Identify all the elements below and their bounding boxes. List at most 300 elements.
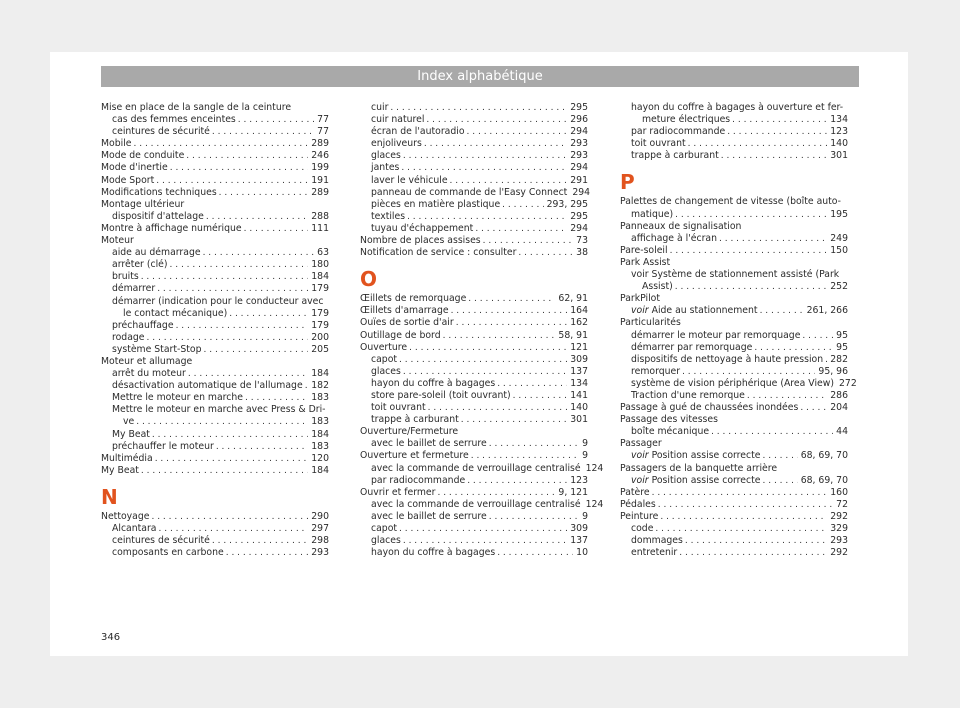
index-entry — [360, 438, 588, 450]
index-term: Nombre de places assises — [360, 235, 481, 247]
index-entry — [360, 235, 588, 247]
index-entry — [101, 453, 329, 465]
index-entry — [360, 354, 588, 366]
index-term: bruits — [112, 271, 139, 283]
index-term: cuir naturel — [371, 114, 425, 126]
index-column-1 — [101, 102, 329, 559]
index-term: rodage — [112, 331, 145, 343]
page-reference: 288 — [311, 210, 329, 222]
index-entry — [360, 426, 588, 438]
index-term: composants en carbone — [112, 547, 224, 559]
index-term: enjoliveurs — [371, 138, 422, 150]
index-entry — [620, 305, 848, 317]
page-reference: 184 — [311, 368, 329, 380]
index-term: Mode de conduite — [101, 150, 185, 162]
index-entry — [620, 196, 848, 220]
index-entry — [360, 317, 588, 329]
index-term: avec le baillet de serrure — [371, 510, 487, 522]
index-term: Œillets d'amarrage — [360, 305, 449, 317]
page-reference: 9 — [582, 438, 588, 450]
index-entry — [360, 450, 588, 462]
index-term: panneau de commande de l'Easy Connect — [371, 186, 568, 198]
page-reference: 140 — [830, 138, 848, 150]
index-term-continued: matique) — [631, 208, 674, 220]
index-entry — [620, 245, 848, 257]
index-entry — [101, 404, 329, 428]
index-entry — [101, 547, 329, 559]
see-reference: voir — [631, 305, 649, 317]
page-reference: 301 — [570, 414, 588, 426]
index-term: Mode d'inertie — [101, 162, 168, 174]
index-term: Mettre le moteur en marche — [112, 392, 244, 404]
page-reference: 9 — [582, 450, 588, 462]
index-term: préchauffer le moteur — [112, 440, 214, 452]
index-entry — [101, 380, 329, 392]
page-reference: 182 — [311, 380, 329, 392]
page-reference: 295 — [570, 102, 588, 113]
index-entry — [101, 187, 329, 199]
index-entry — [620, 102, 848, 126]
index-entry — [101, 259, 329, 271]
page-reference: 191 — [311, 174, 329, 186]
index-entry — [360, 150, 588, 162]
index-term: Nettoyage — [101, 510, 150, 522]
index-term-continued: meture électriques — [642, 114, 731, 126]
see-reference: voir — [631, 474, 649, 486]
page-reference: 295 — [570, 210, 588, 222]
index-term: Position assise correcte — [651, 450, 761, 462]
index-term: glaces — [371, 365, 401, 377]
index-term: système de vision périphérique (Area View) — [631, 377, 834, 389]
index-entry — [101, 535, 329, 547]
index-term: ParkPilot — [620, 293, 660, 305]
index-entry — [620, 426, 848, 438]
index-entry — [360, 511, 588, 523]
page-reference: 73 — [576, 235, 588, 247]
index-term: Ouïes de sortie d'air — [360, 317, 454, 329]
index-entry — [101, 175, 329, 187]
page-reference: 121 — [570, 341, 588, 353]
page-reference: 184 — [311, 271, 329, 283]
page-number: 346 — [101, 632, 121, 643]
index-term: Alcantara — [112, 523, 157, 534]
index-term: Passagers de la banquette arrière — [620, 462, 778, 474]
page-reference: 261, 266 — [806, 305, 848, 317]
index-term: textiles — [371, 210, 406, 222]
page-reference: 150 — [830, 244, 848, 256]
index-entry — [620, 233, 848, 245]
index-term: hayon du coffre à bagages à ouverture et fer- — [631, 102, 844, 113]
index-entry — [620, 377, 857, 390]
index-term: My Beat — [112, 428, 150, 440]
page-reference: 294 — [570, 126, 588, 138]
index-term: toit ouvrant — [371, 402, 426, 414]
index-term: avec le baillet de serrure — [371, 438, 487, 450]
index-entry — [620, 487, 848, 499]
page-reference: 195 — [830, 208, 848, 220]
index-term: démarrer — [112, 283, 156, 295]
index-section-letter: P — [620, 170, 635, 195]
index-entry — [101, 368, 329, 380]
page-reference: 183 — [311, 440, 329, 452]
index-term: Multimédia — [101, 452, 153, 464]
page-reference: 9, 121 — [558, 486, 588, 498]
index-term: Ouverture/Fermeture — [360, 426, 459, 438]
index-term: Position assise correcte — [651, 474, 761, 486]
index-entry — [620, 450, 848, 462]
page-reference: 309 — [570, 523, 588, 534]
index-entry — [360, 199, 588, 211]
index-entry — [360, 162, 588, 174]
page-header: Index alphabétique — [101, 66, 859, 87]
page-reference: 44 — [836, 426, 848, 438]
index-term: arrêt du moteur — [112, 368, 186, 380]
index-entry — [360, 535, 588, 547]
index-entry — [620, 330, 848, 342]
index-term: avec la commande de verrouillage centralisé — [371, 498, 581, 510]
index-term: store pare-soleil (toit ouvrant) — [371, 389, 511, 401]
page-reference: 292 — [830, 547, 848, 559]
index-term: Montage ultérieur — [101, 198, 185, 210]
index-entry — [101, 332, 329, 344]
index-entry — [101, 283, 329, 295]
index-term: capot — [371, 523, 398, 534]
page-reference: 123 — [570, 474, 588, 486]
index-term: Ouvrir et fermer — [360, 486, 436, 498]
index-entry — [360, 175, 588, 187]
index-term-continued: le contact mécanique) — [123, 307, 228, 319]
page-reference: 137 — [570, 365, 588, 377]
index-entry — [620, 221, 848, 233]
index-entry — [101, 344, 329, 356]
index-entry — [620, 535, 848, 547]
index-term: glaces — [371, 150, 401, 162]
index-term: pièces en matière plastique — [371, 198, 501, 210]
index-entry — [360, 390, 588, 402]
page-reference: 297 — [311, 523, 329, 534]
index-term: Mobile — [101, 138, 132, 150]
index-term: ceintures de sécurité — [112, 126, 210, 138]
index-term: Pédales — [620, 498, 656, 510]
index-term: capot — [371, 353, 398, 365]
page-reference: 199 — [311, 162, 329, 174]
page-reference: 68, 69, 70 — [800, 474, 848, 486]
page-reference: 77 — [317, 114, 329, 126]
index-entry — [101, 162, 329, 174]
index-entry — [360, 138, 588, 150]
index-term: Moteur — [101, 235, 134, 247]
page-reference: 200 — [311, 331, 329, 343]
index-entry — [360, 186, 591, 199]
page-reference: 123 — [830, 126, 848, 138]
index-entry — [101, 223, 329, 235]
page-reference: 289 — [311, 138, 329, 150]
index-term: jantes — [371, 162, 400, 174]
index-entry — [360, 114, 588, 126]
index-term: Pare-soleil — [620, 244, 668, 256]
index-term: démarrer par remorquage — [631, 341, 753, 353]
index-entry — [360, 547, 588, 559]
index-term: démarrer (indication pour le conducteur avec — [112, 295, 324, 307]
index-entry — [360, 462, 604, 475]
index-column-3 — [620, 102, 857, 559]
page-reference: 38 — [576, 247, 588, 259]
index-entry — [360, 414, 588, 426]
index-term: démarrer le moteur par remorquage — [631, 329, 801, 341]
index-term: Mettre le moteur en marche avec Press & Dri- — [112, 404, 326, 416]
page-reference: 184 — [311, 428, 329, 440]
page-reference: 160 — [830, 486, 848, 498]
index-term: système Start-Stop — [112, 343, 202, 355]
page-reference: 180 — [311, 259, 329, 271]
page-reference: 291 — [570, 174, 588, 186]
page-reference: 63 — [317, 247, 329, 259]
page-reference: 62, 91 — [558, 293, 588, 305]
page-reference: 296 — [570, 114, 588, 126]
index-entry — [101, 199, 329, 211]
index-entry — [620, 150, 848, 162]
index-term: entretenir — [631, 547, 678, 559]
page-reference: 293, 295 — [546, 198, 588, 210]
index-entry — [101, 114, 329, 126]
index-term: remorquer — [631, 365, 681, 377]
index-term: dommages — [631, 535, 683, 547]
index-term: arrêter (clé) — [112, 259, 168, 271]
index-term: aide au démarrage — [112, 247, 201, 259]
index-term: Passage des vitesses — [620, 414, 718, 426]
page-reference: 293 — [830, 535, 848, 547]
index-entry — [360, 330, 588, 342]
index-term: glaces — [371, 535, 401, 547]
index-term: trappe à carburant — [631, 150, 719, 162]
page-reference: 183 — [311, 392, 329, 404]
index-term: désactivation automatique de l'allumage — [112, 380, 303, 392]
index-entry — [360, 102, 588, 114]
index-entry — [101, 271, 329, 283]
index-term: par radiocommande — [371, 474, 466, 486]
index-term: Ouverture et fermeture — [360, 450, 469, 462]
index-entry — [101, 523, 329, 535]
index-entry — [360, 247, 588, 259]
page-reference: 204 — [830, 402, 848, 414]
index-entry — [101, 320, 329, 332]
index-term: Traction d'une remorque — [631, 389, 745, 401]
index-entry — [620, 547, 848, 559]
page-reference: 68, 69, 70 — [800, 450, 848, 462]
index-entry — [101, 441, 329, 453]
index-entry — [360, 342, 588, 354]
index-term: hayon du coffre à bagages — [371, 377, 496, 389]
index-entry — [360, 498, 604, 511]
index-term: dispositif d'attelage — [112, 210, 204, 222]
index-term: toit ouvrant — [631, 138, 686, 150]
index-entry — [620, 126, 848, 138]
index-entry — [360, 402, 588, 414]
index-term: Mode Sport — [101, 174, 155, 186]
index-term: voir Système de stationnement assisté (Park — [631, 269, 840, 281]
index-entry — [101, 429, 329, 441]
page-reference: 301 — [830, 150, 848, 162]
page-reference: 95 — [836, 341, 848, 353]
page-reference: 179 — [311, 283, 329, 295]
page-reference: 183 — [311, 416, 329, 428]
index-entry — [360, 487, 588, 499]
index-entry — [101, 296, 329, 320]
index-term: Moteur et allumage — [101, 355, 193, 367]
index-entry — [620, 317, 848, 329]
index-entry — [620, 414, 848, 426]
page-reference: 184 — [311, 464, 329, 476]
index-entry — [101, 511, 329, 523]
index-term: Patère — [620, 486, 650, 498]
index-term: Passager — [620, 438, 662, 450]
page-reference: 292 — [830, 510, 848, 522]
index-term: Montre à affichage numérique — [101, 222, 242, 234]
index-term: Peinture — [620, 510, 659, 522]
index-entry — [620, 402, 848, 414]
index-entry — [620, 257, 848, 269]
page-reference: 141 — [570, 389, 588, 401]
index-term-continued: ve — [123, 416, 135, 428]
index-term: My Beat — [101, 464, 139, 476]
index-term-continued: Assist) — [642, 281, 673, 293]
page-reference: 252 — [830, 281, 848, 293]
index-entry — [620, 366, 848, 378]
page-reference: 249 — [830, 232, 848, 244]
page-reference: 293 — [570, 138, 588, 150]
page-reference: 111 — [311, 222, 329, 234]
index-entry — [101, 150, 329, 162]
page-reference: 124 — [585, 462, 604, 474]
page-reference: 293 — [311, 547, 329, 559]
index-term: boîte mécanique — [631, 426, 710, 438]
index-entry — [101, 465, 329, 477]
index-term: écran de l'autoradio — [371, 126, 465, 138]
page-reference: 298 — [311, 535, 329, 547]
index-term: préchauffage — [112, 319, 174, 331]
index-term: code — [631, 523, 654, 534]
index-term: dispositifs de nettoyage à haute pression — [631, 353, 824, 365]
index-term: avec la commande de verrouillage centralisé — [371, 462, 581, 474]
page-reference: 246 — [311, 150, 329, 162]
page-reference: 95 — [836, 329, 848, 341]
page-reference: 9 — [582, 510, 588, 522]
page-reference: 282 — [830, 353, 848, 365]
index-entry — [620, 342, 848, 354]
page-reference: 164 — [570, 305, 588, 317]
page-reference: 179 — [311, 307, 329, 319]
page-reference: 294 — [572, 186, 591, 198]
page-reference: 137 — [570, 535, 588, 547]
index-entry — [620, 269, 848, 293]
page-reference: 120 — [311, 452, 329, 464]
index-term: Ouverture — [360, 341, 408, 353]
page-reference: 294 — [570, 162, 588, 174]
index-entry — [360, 126, 588, 138]
page-reference: 58, 91 — [558, 329, 588, 341]
index-entry — [620, 390, 848, 402]
page-reference: 162 — [570, 317, 588, 329]
index-term: Palettes de changement de vitesse (boîte auto- — [620, 196, 842, 208]
index-entry — [360, 523, 588, 535]
index-entry — [101, 102, 329, 114]
page-reference: 290 — [311, 510, 329, 522]
page-reference: 124 — [585, 498, 604, 510]
index-entry — [360, 305, 588, 317]
index-entry — [360, 293, 588, 305]
index-entry — [620, 293, 848, 305]
index-entry — [101, 235, 329, 247]
index-entry — [620, 354, 848, 366]
page-reference: 293 — [570, 150, 588, 162]
page-reference: 272 — [839, 377, 857, 389]
index-entry — [360, 223, 588, 235]
page-reference: 289 — [311, 186, 329, 198]
index-entry — [360, 366, 588, 378]
index-term: trappe à carburant — [371, 414, 459, 426]
index-term: cuir — [371, 102, 389, 113]
index-entry — [101, 392, 329, 404]
index-entry — [620, 499, 848, 511]
index-term: Park Assist — [620, 256, 671, 268]
index-section-letter: O — [360, 267, 378, 292]
index-column-2 — [360, 102, 604, 559]
index-section-letter: N — [101, 484, 118, 509]
index-entry — [620, 463, 848, 475]
index-term: Passage à gué de chaussées inondées — [620, 402, 799, 414]
index-term: Aide au stationnement — [651, 305, 758, 317]
page-reference: 329 — [830, 523, 848, 534]
page-reference: 77 — [317, 126, 329, 138]
index-entry — [620, 511, 848, 523]
index-entry — [360, 378, 588, 390]
index-term: Œillets de remorquage — [360, 293, 467, 305]
index-entry — [620, 438, 848, 450]
page-reference: 309 — [570, 353, 588, 365]
page-reference: 140 — [570, 402, 588, 414]
index-term: par radiocommande — [631, 126, 726, 138]
index-entry — [101, 356, 329, 368]
index-entry — [620, 138, 848, 150]
index-entry — [101, 211, 329, 223]
page-reference: 286 — [830, 389, 848, 401]
index-term: Panneaux de signalisation — [620, 220, 742, 232]
index-entry — [620, 475, 848, 487]
page-reference: 95, 96 — [818, 365, 848, 377]
index-term: cas des femmes enceintes — [112, 114, 236, 126]
page-reference: 134 — [570, 377, 588, 389]
page-reference: 134 — [830, 114, 848, 126]
index-entry — [101, 138, 329, 150]
index-entry — [360, 475, 588, 487]
index-term: affichage à l'écran — [631, 232, 717, 244]
index-term: Mise en place de la sangle de la ceinture — [101, 102, 292, 113]
page-reference: 205 — [311, 343, 329, 355]
index-entry — [620, 523, 848, 535]
index-entry — [101, 247, 329, 259]
index-term: tuyau d'échappement — [371, 222, 474, 234]
index-term: laver le véhicule — [371, 174, 448, 186]
see-reference: voir — [631, 450, 649, 462]
index-term: hayon du coffre à bagages — [371, 547, 496, 559]
index-entry — [360, 211, 588, 223]
page-reference: 294 — [570, 222, 588, 234]
page-reference: 72 — [836, 498, 848, 510]
index-term: ceintures de sécurité — [112, 535, 210, 547]
page-reference: 179 — [311, 319, 329, 331]
index-term: Notification de service : consulter — [360, 247, 517, 259]
index-term: Outillage de bord — [360, 329, 441, 341]
